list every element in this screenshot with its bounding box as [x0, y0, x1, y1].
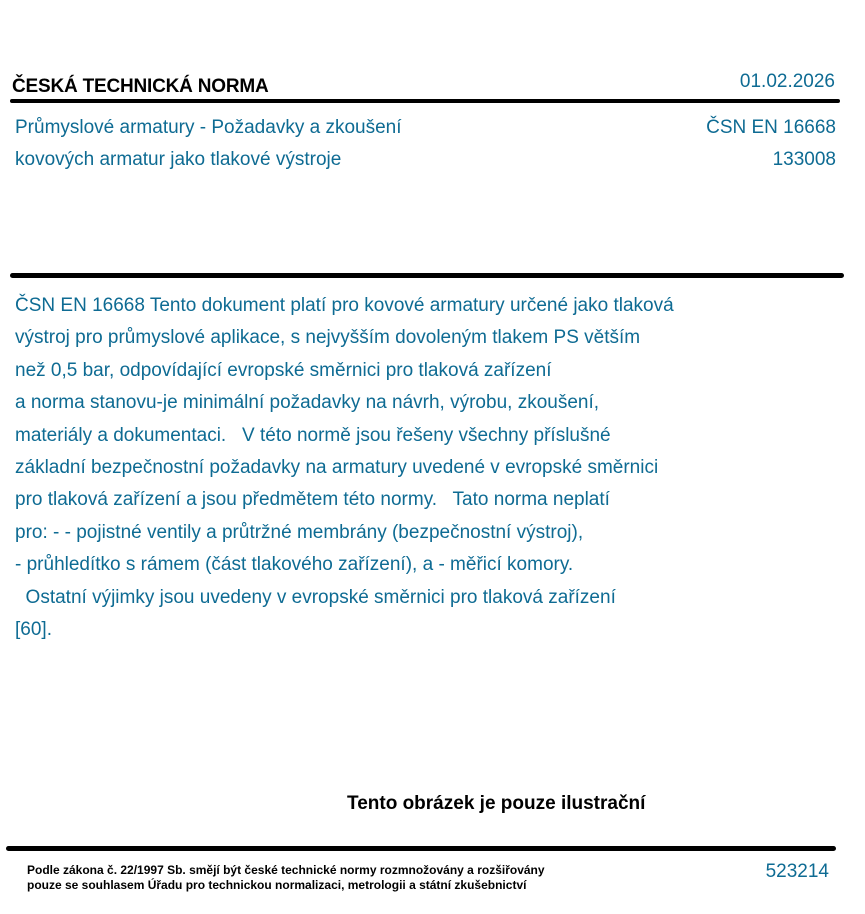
standard-code: ČSN EN 16668 — [706, 117, 836, 138]
document-type-heading: ČESKÁ TECHNICKÁ NORMA — [12, 76, 269, 97]
standard-title-line-1: Průmyslové armatury - Požadavky a zkoušení — [15, 117, 402, 138]
footer-divider — [6, 846, 836, 851]
abstract-line: ČSN EN 16668 Tento dokument platí pro kovové armatury určené jako tlaková — [15, 295, 674, 316]
standard-abstract — [15, 290, 835, 646]
abstract-line: pro tlaková zařízení a jsou předmětem této normy. Tato norma neplatí — [15, 489, 610, 511]
abstract-line: základní bezpečnostní požadavky na armatury uvedené v evropské směrnici — [15, 457, 659, 479]
issue-date: 01.02.2026 — [739, 71, 835, 92]
header-divider — [10, 99, 840, 103]
abstract-line: Ostatní výjimky jsou uvedeny v evropské směrnici pro tlaková zařízení — [15, 586, 616, 608]
legal-notice-line-2: pouze se souhlasem Úřadu pro technickou normalizaci, metrologii a státní zkušebnictví — [27, 878, 527, 892]
title-divider — [10, 273, 844, 278]
document-number: 523214 — [765, 861, 829, 882]
abstract-line: pro: - - pojistné ventily a průtržné membrány (bezpečnostní výstroj), — [15, 521, 584, 543]
abstract-line: výstroj pro průmyslové aplikace, s nejvyšším dovoleným tlakem PS větším — [15, 327, 641, 349]
classification-code: 133008 — [772, 149, 836, 170]
illustration-caption: Tento obrázek je pouze ilustrační — [347, 793, 646, 814]
abstract-line: [60]. — [15, 619, 52, 641]
abstract-line: než 0,5 bar, odpovídající evropské směrnici pro tlaková zařízení — [15, 359, 552, 381]
abstract-line: a norma stanovu-je minimální požadavky na návrh, výrobu, zkoušení, — [15, 392, 600, 414]
legal-notice-line-1: Podle zákona č. 22/1997 Sb. smějí být české technické normy rozmnožovány a rozšiřovány — [27, 863, 545, 877]
legal-notice — [27, 863, 545, 893]
abstract-line: - průhledítko s rámem (část tlakového zařízení), a - měřicí komory. — [15, 554, 574, 576]
standard-title-line-2: kovových armatur jako tlakové výstroje — [15, 149, 342, 170]
abstract-line: materiály a dokumentaci. V této normě jsou řešeny všechny příslušné — [15, 424, 611, 446]
